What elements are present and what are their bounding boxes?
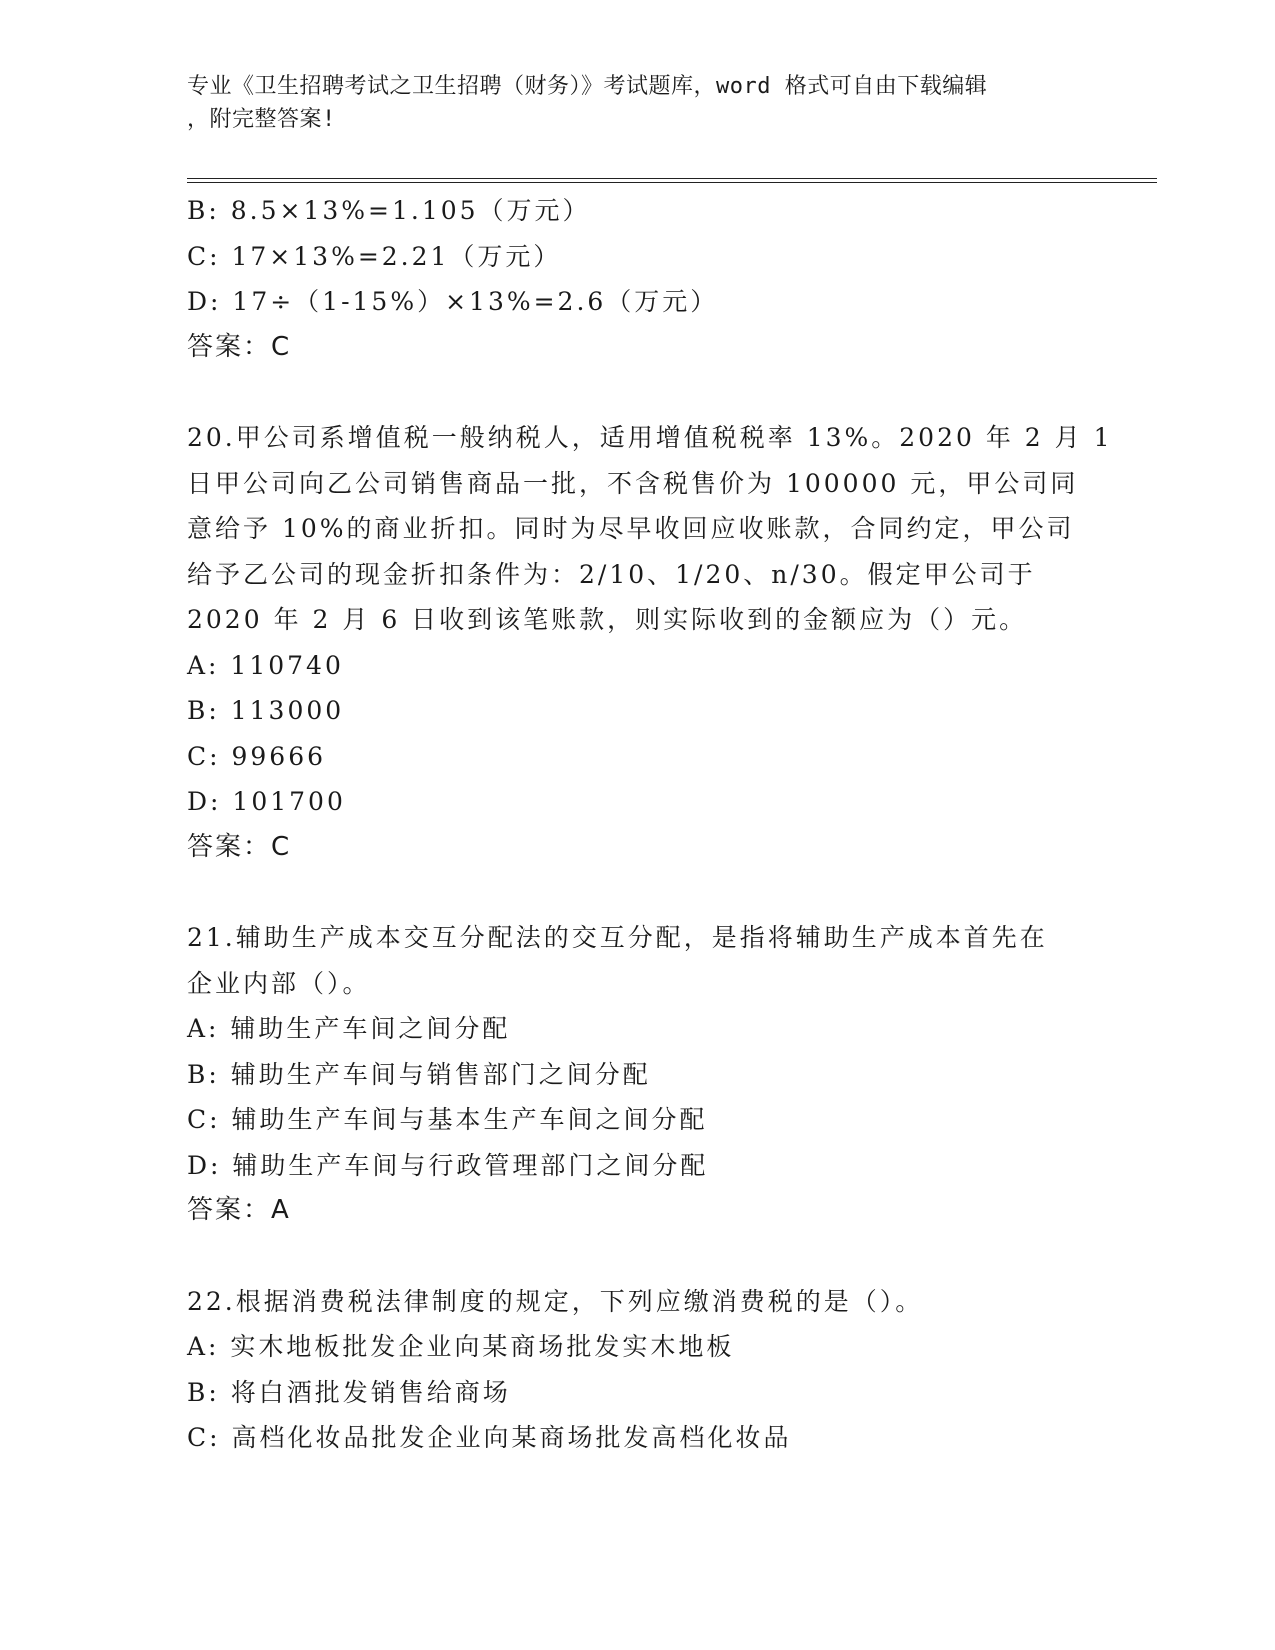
header-divider — [187, 178, 1157, 183]
header-line-1: 专业《卫生招聘考试之卫生招聘（财务）》考试题库，word 格式可自由下载编辑 — [187, 74, 988, 99]
answer: 答案：A — [187, 1195, 291, 1225]
option-d: D: 辅助生产车间与行政管理部门之间分配 — [187, 1150, 709, 1180]
option-b: B: 8.5×13%=1.105（万元） — [187, 196, 591, 225]
question-text-line: 20.甲公司系增值税一般纳税人，适用增值税税率 13%。2020 年 2 月 1 — [187, 423, 1113, 452]
option-c: C: 17×13%=2.21（万元） — [187, 241, 562, 271]
question-text-line: 意给予 10%的商业折扣。同时为尽早收回应收账款，合同约定，甲公司 — [187, 514, 1075, 543]
option-d: D: 17÷（1-15%）×13%=2.6（万元） — [187, 287, 719, 316]
document-body — [187, 188, 1113, 1461]
option-c: C: 99666 — [187, 741, 327, 771]
answer: 答案：C — [187, 831, 292, 862]
question-20 — [187, 415, 1113, 870]
question-text-line: 企业内部（）。 — [187, 968, 371, 998]
question-text-line: 21.辅助生产成本交互分配法的交互分配，是指将辅助生产成本首先在 — [187, 923, 1048, 952]
option-b: B: 将白酒批发销售给商场 — [187, 1377, 511, 1407]
option-a: A: 110740 — [187, 650, 344, 680]
question-text-line: 日甲公司向乙公司销售商品一批，不含税售价为 100000 元，甲公司同 — [187, 468, 1079, 498]
option-a: A: 辅助生产车间之间分配 — [187, 1014, 511, 1043]
header-line-2: ，附完整答案! — [187, 107, 336, 132]
question-22 — [187, 1279, 1087, 1461]
question-19-tail — [187, 188, 1087, 370]
question-21 — [187, 915, 1087, 1234]
option-b: B: 113000 — [187, 696, 345, 725]
question-text-line: 22.根据消费税法律制度的规定，下列应缴消费税的是（）。 — [187, 1286, 924, 1316]
answer: 答案：C — [187, 331, 292, 362]
option-c: C: 辅助生产车间与基本生产车间之间分配 — [187, 1105, 708, 1134]
question-text-line: 给予乙公司的现金折扣条件为：2/10、1/20、n/30。假定甲公司于 — [187, 559, 1036, 589]
option-c: C: 高档化妆品批发企业向某商场批发高档化妆品 — [187, 1423, 792, 1452]
page-header — [187, 70, 1067, 136]
option-a: A: 实木地板批发企业向某商场批发实木地板 — [187, 1332, 735, 1361]
option-b: B: 辅助生产车间与销售部门之间分配 — [187, 1059, 651, 1089]
question-text-line: 2020 年 2 月 6 日收到该笔账款，则实际收到的金额应为（）元。 — [187, 605, 1028, 634]
option-d: D: 101700 — [187, 787, 346, 816]
